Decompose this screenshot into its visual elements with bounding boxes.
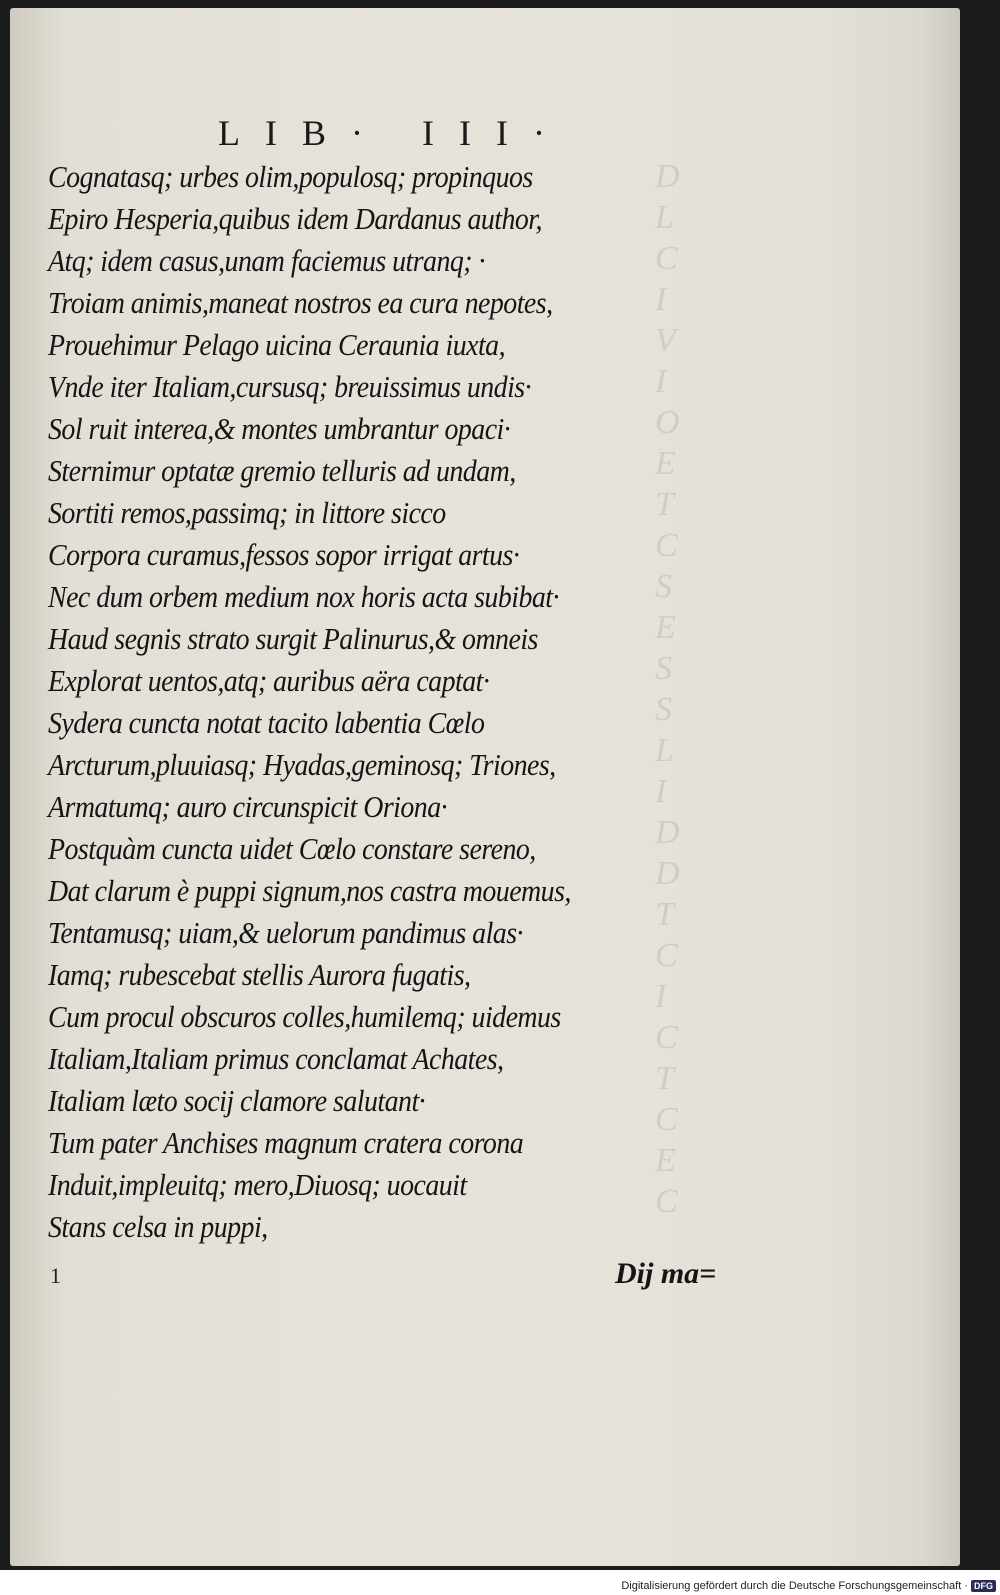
verse-line: Corpora curamus,fessos sopor irrigat artus· — [48, 537, 520, 572]
catchword: Dij ma= — [615, 1257, 717, 1290]
verse-line: Troiam animis,maneat nostros ea cura nepotes, — [48, 285, 553, 320]
verse-line: Atq; idem casus,unam faciemus utranq; · — [48, 243, 485, 278]
verse-line: Epiro Hesperia,quibus idem Dardanus author, — [48, 201, 542, 236]
verse-line: Armatumq; auro circunspicit Oriona· — [48, 789, 448, 824]
verse-line: Arcturum,pluuiasq; Hyadas,geminosq; Triones, — [48, 747, 556, 782]
verse-line: Sol ruit interea,& montes umbrantur opaci· — [48, 411, 511, 446]
verse-line: Tentamusq; uiam,& uelorum pandimus alas· — [48, 915, 523, 950]
digitization-credit — [621, 1580, 996, 1592]
verse-line: Iamq; rubescebat stellis Aurora fugatis, — [48, 957, 471, 992]
credit-text: Digitalisierung gefördert durch die Deutsche Forschungsgemeinschaft · — [621, 1580, 968, 1592]
verse-line: Italiam,Italiam primus conclamat Achates, — [48, 1041, 504, 1076]
verse-line: Dat clarum è puppi signum,nos castra mouemus, — [48, 873, 571, 908]
running-header: LIB· III· — [218, 113, 570, 153]
signature-mark: 1 — [50, 1263, 61, 1288]
verse-line: Induit,impleuitq; mero,Diuosq; uocauit — [48, 1167, 467, 1202]
verse-lines — [48, 156, 668, 1248]
verse-line: Sternimur optatæ gremio telluris ad undam, — [48, 453, 516, 488]
dfg-logo-icon: DFG — [971, 1580, 996, 1592]
verse-line: Explorat uentos,atq; auribus aëra captat· — [48, 663, 490, 698]
verse-line: Prouehimur Pelago uicina Ceraunia iuxta, — [48, 327, 506, 362]
verse-line: Cum procul obscuros colles,humilemq; uidemus — [48, 999, 561, 1034]
verse-line: Vnde iter Italiam,cursusq; breuissimus undis· — [48, 369, 532, 404]
verse-line: Italiam læto socij clamore salutant· — [48, 1083, 426, 1118]
show-through-text: D L C I V I O E T C S E S S L I D D T C I C T C E C — [655, 158, 680, 1220]
book-page — [10, 8, 960, 1566]
verse-line: Nec dum orbem medium nox horis acta subibat· — [48, 579, 559, 614]
verse-line: Stans celsa in puppi, — [48, 1209, 268, 1244]
verse-line: Sydera cuncta notat tacito labentia Cœlo — [48, 705, 485, 740]
verse-line: Tum pater Anchises magnum cratera corona — [48, 1125, 524, 1160]
verse-line: Haud segnis strato surgit Palinurus,& omneis — [48, 621, 538, 656]
verse-line: Sortiti remos,passimq; in littore sicco — [48, 495, 446, 530]
verse-line: Cognatasq; urbes olim,populosq; propinquos — [48, 159, 533, 194]
verse-line: Postquàm cuncta uidet Cœlo constare sereno, — [48, 831, 536, 866]
